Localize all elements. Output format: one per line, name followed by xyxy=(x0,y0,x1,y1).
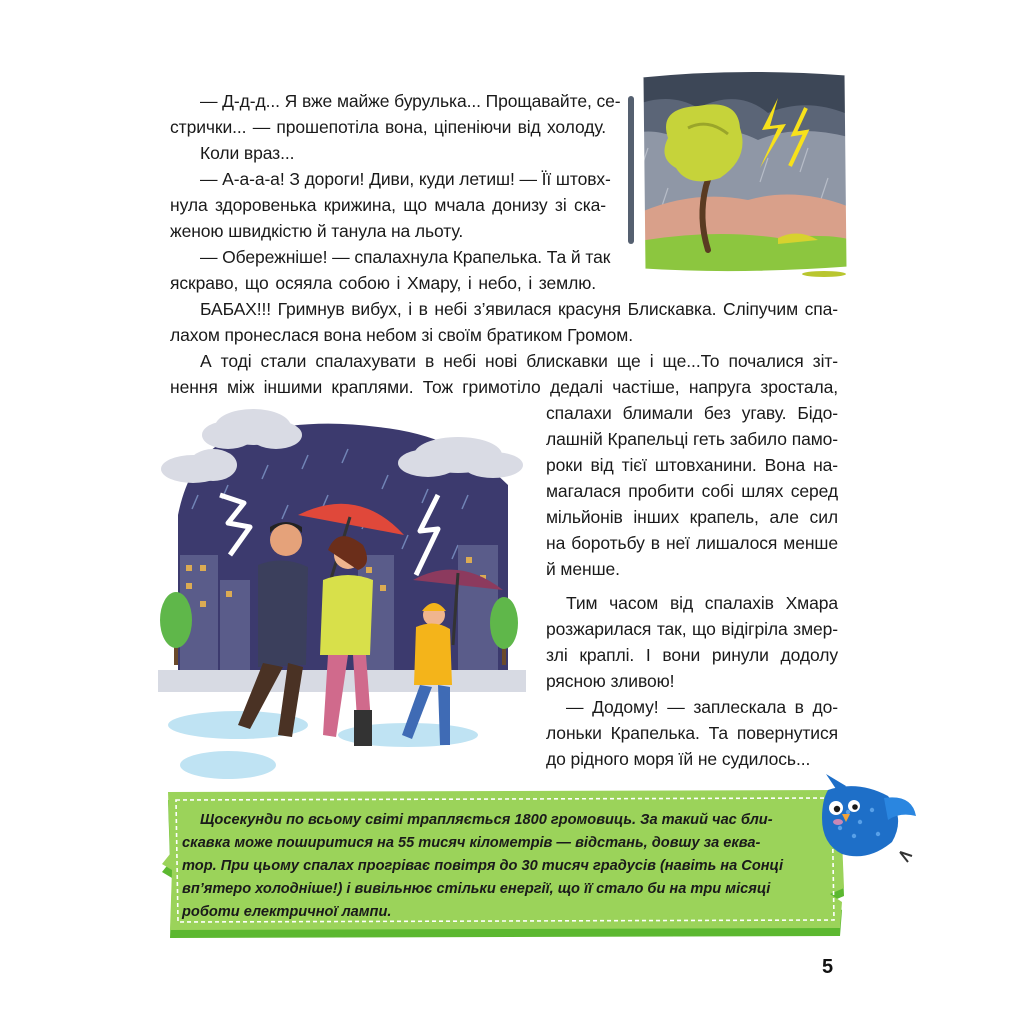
story-line: лоньки Крапелька. Та повернутися xyxy=(546,723,838,743)
story-line: лахом пронеслася вона небом зі своїм братиком Громом. xyxy=(170,325,633,345)
story-line: й менше. xyxy=(546,559,620,579)
story-line: яскраво, що осяяла собою і Хмару, і небо, і землю. xyxy=(170,273,596,293)
story-line: на боротьбу в неї лишалося менше xyxy=(546,533,838,553)
family-in-rain-illustration xyxy=(158,405,526,790)
story-line: розжарилася так, що відігріла змер- xyxy=(546,619,838,639)
story-line: злі краплі. І вони ринули додолу xyxy=(546,645,838,665)
puddle xyxy=(168,711,478,779)
story-line: Коли враз... xyxy=(200,143,295,163)
story-line: женою швидкістю й танула на льоту. xyxy=(170,221,464,241)
story-line: нення між іншими краплями. Тож гримотіло дедалі частіше, напруга зростала, xyxy=(170,377,838,397)
story-line: А тоді стали спалахувати в небі нові блискавки ще і ще...То почалися зіт- xyxy=(200,351,838,371)
fact-line: тор. При цьому спалах прогріває повітря до 30 тисяч градусів (навіть на Сонці xyxy=(182,858,784,874)
story-line: нула здоровенька крижина, що мчала донизу зі ска- xyxy=(170,195,606,215)
story-line: — Д-д-д... Я вже майже бурулька... Прощавайте, се- xyxy=(200,91,621,111)
story-line: до рідного моря їй не судилось... xyxy=(546,749,811,769)
story-line: магалася пробити собі шлях серед xyxy=(546,481,838,501)
story-line: — Додому! — заплескала в до- xyxy=(566,697,838,717)
fact-line: вп’ятеро холодніше!) і вивільнює стільки енергії, що її стало би на три місяці xyxy=(182,881,771,897)
story-line: Тим часом від спалахів Хмара xyxy=(566,593,838,613)
blue-bird-mascot xyxy=(788,772,918,867)
story-line: — Обережніше! — спалахнула Крапелька. Та й так xyxy=(200,247,611,267)
fact-line: скавка може поширитися на 55 тисяч кілометрів — відстань, довшу за еква- xyxy=(182,835,761,851)
bird-wing xyxy=(884,797,916,820)
storm-tree-illustration xyxy=(628,68,852,280)
fact-line: Щосекунди по всьому світі трапляється 1800 громовиць. За такий час бли- xyxy=(200,812,773,828)
fact-line: роботи електричної лампи. xyxy=(182,904,392,920)
story-line: стрички... — прошепотіла вона, ціпеніючи від холоду. xyxy=(170,117,606,137)
story-line: роки від тієї штовханини. Вона на- xyxy=(546,455,838,475)
story-line: БАБАХ!!! Гримнув вибух, і в небі з’явилася красуня Блискавка. Сліпучим спа- xyxy=(200,299,838,319)
frame-edge-shadow xyxy=(628,96,634,244)
story-line: — А-а-а-а! З дороги! Диви, куди летиш! — Її штовх- xyxy=(200,169,611,189)
story-line: лашній Крапельці геть забило памо- xyxy=(546,429,838,449)
grass-patch xyxy=(802,271,846,277)
story-line: спалахи блимали без угаву. Бідо- xyxy=(546,403,838,423)
story-line: рясною зливою! xyxy=(546,671,675,691)
story-line: мільйонів інших крапель, але сил xyxy=(546,507,838,527)
page-number: 5 xyxy=(822,956,834,978)
